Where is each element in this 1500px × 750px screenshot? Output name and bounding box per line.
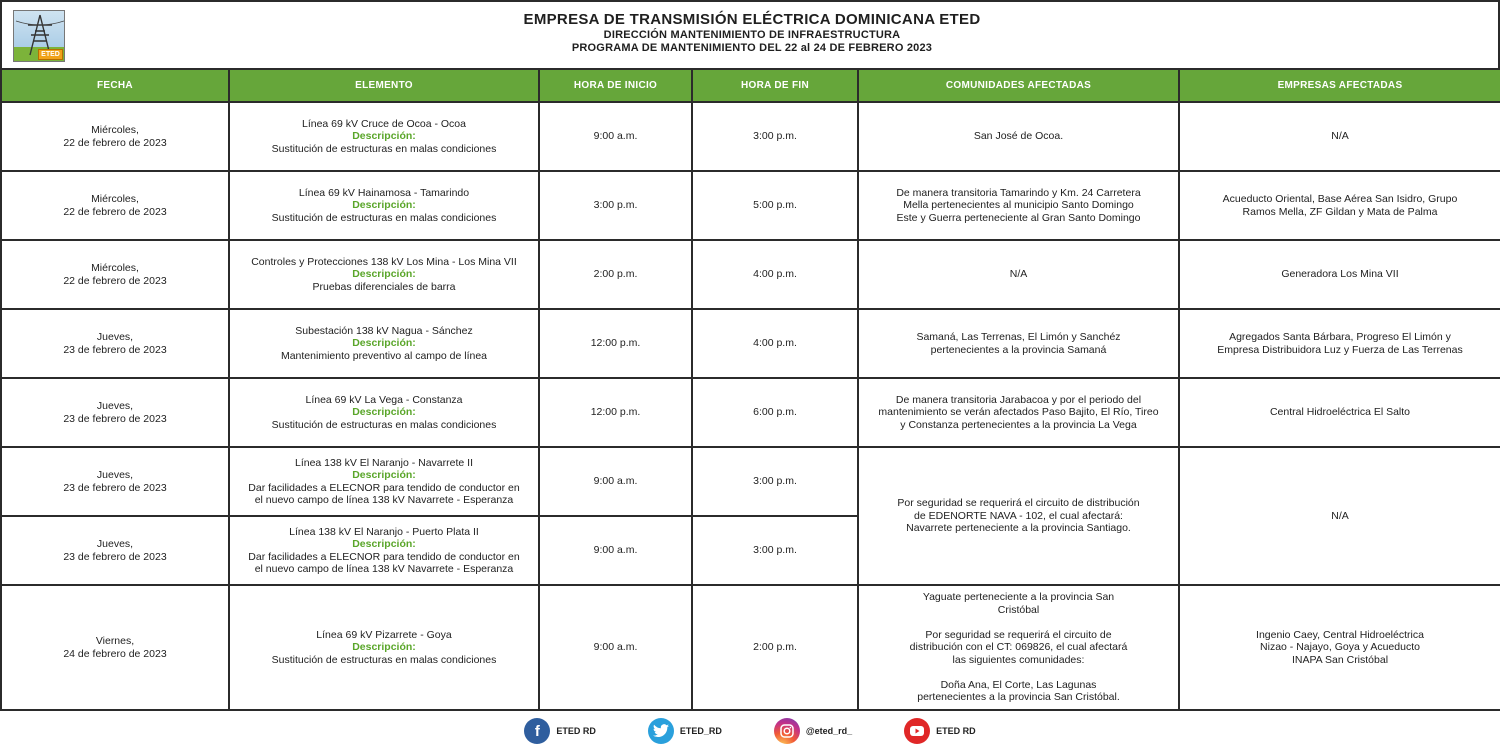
cell-elemento	[229, 447, 539, 516]
table-row	[1, 240, 1500, 309]
cell-hora-fin: 6:00 p.m.	[692, 378, 858, 447]
cell-hora-inicio: 9:00 a.m.	[539, 447, 692, 516]
social-label: ETED RD	[556, 726, 596, 736]
instagram-icon	[774, 718, 800, 744]
table-header-row	[1, 69, 1500, 102]
description-label: Descripción:	[352, 199, 416, 212]
cell-elemento	[229, 171, 539, 240]
cell-hora-fin: 3:00 p.m.	[692, 447, 858, 516]
cell-hora-fin: 3:00 p.m.	[692, 102, 858, 171]
cell-elemento	[229, 378, 539, 447]
table-row	[1, 585, 1500, 710]
social-instagram[interactable]	[774, 718, 852, 744]
description-text: Sustitución de estructuras en malas condiciones	[271, 418, 497, 431]
description-text: Dar facilidades a ELECNOR para tendido de conductor en el nuevo campo de línea 138 kV Navarrete - Esperanza	[248, 481, 520, 506]
social-footer	[0, 712, 1500, 750]
description-label: Descripción:	[352, 406, 416, 419]
description-label: Descripción:	[352, 130, 416, 143]
element-name: Línea 69 kV Pizarrete - Goya	[316, 628, 452, 641]
cell-fecha: Miércoles, 22 de febrero de 2023	[1, 240, 229, 309]
document-header	[0, 0, 1500, 68]
cell-empresas: N/A	[1179, 447, 1500, 585]
element-name: Línea 69 kV La Vega - Constanza	[305, 393, 463, 406]
cell-empresas: Acueducto Oriental, Base Aérea San Isidro, Grupo Ramos Mella, ZF Gildan y Mata de Palma	[1179, 171, 1500, 240]
cell-hora-fin: 5:00 p.m.	[692, 171, 858, 240]
cell-fecha: Jueves, 23 de febrero de 2023	[1, 516, 229, 585]
social-label: @eted_rd_	[805, 726, 853, 736]
cell-comunidades: De manera transitoria Jarabacoa y por el periodo del mantenimiento se verán afectados Paso Bajito, El Río, Tireo y Constanza pertenecientes a la provincia La Vega	[858, 378, 1179, 447]
description-label: Descripción:	[352, 538, 416, 550]
social-youtube[interactable]	[904, 718, 976, 744]
cell-fecha: Viernes, 24 de febrero de 2023	[1, 585, 229, 710]
element-name: Subestación 138 kV Nagua - Sánchez	[295, 324, 473, 337]
cell-hora-inicio: 9:00 a.m.	[539, 102, 692, 171]
column-header-comunidades: COMUNIDADES AFECTADAS	[858, 69, 1179, 102]
cell-comunidades: Por seguridad se requerirá el circuito de distribución de EDENORTE NAVA - 102, el cual afectará: Navarrete perteneciente a la provincia Santiago.	[858, 447, 1179, 585]
page-title: EMPRESA DE TRANSMISIÓN ELÉCTRICA DOMINICANA ETED	[523, 11, 981, 28]
cell-hora-fin: 4:00 p.m.	[692, 240, 858, 309]
cell-fecha: Jueves, 23 de febrero de 2023	[1, 309, 229, 378]
element-name: Línea 138 kV El Naranjo - Puerto Plata II	[289, 525, 479, 538]
cell-hora-fin: 4:00 p.m.	[692, 309, 858, 378]
cell-elemento	[229, 585, 539, 710]
description-label: Descripción:	[352, 268, 416, 281]
cell-elemento	[229, 309, 539, 378]
cell-elemento	[229, 102, 539, 171]
cell-hora-inicio: 12:00 p.m.	[539, 309, 692, 378]
description-text: Dar facilidades a ELECNOR para tendido de conductor en el nuevo campo de línea 138 kV Navarrete - Esperanza	[248, 550, 520, 575]
description-text: Sustitución de estructuras en malas condiciones	[271, 142, 497, 155]
cell-elemento	[229, 240, 539, 309]
cell-hora-inicio: 3:00 p.m.	[539, 171, 692, 240]
cell-hora-inicio: 9:00 a.m.	[539, 585, 692, 710]
description-text: Pruebas diferenciales de barra	[312, 280, 456, 293]
cell-hora-fin: 3:00 p.m.	[692, 516, 858, 585]
cell-empresas: Agregados Santa Bárbara, Progreso El Limón y Empresa Distribuidora Luz y Fuerza de Las Terrenas	[1179, 309, 1500, 378]
cell-empresas: N/A	[1179, 102, 1500, 171]
column-header-elemento: ELEMENTO	[229, 69, 539, 102]
facebook-icon: f	[524, 718, 550, 744]
description-text: Sustitución de estructuras en malas condiciones	[271, 653, 497, 666]
logo-badge: ETED	[38, 49, 63, 60]
social-label: ETED_RD	[679, 726, 722, 736]
cell-comunidades: San José de Ocoa.	[858, 102, 1179, 171]
description-text: Sustitución de estructuras en malas condiciones	[271, 211, 497, 224]
cell-empresas: Ingenio Caey, Central Hidroeléctrica Nizao - Najayo, Goya y Acueducto INAPA San Cristóbal	[1179, 585, 1500, 710]
description-label: Descripción:	[352, 641, 416, 654]
cell-comunidades: De manera transitoria Tamarindo y Km. 24 Carretera Mella pertenecientes al municipio Santo Domingo Este y Guerra perteneciente al Gran Santo Domingo	[858, 171, 1179, 240]
header-titles	[2, 11, 1500, 55]
cell-empresas: Generadora Los Mina VII	[1179, 240, 1500, 309]
cell-fecha: Jueves, 23 de febrero de 2023	[1, 447, 229, 516]
element-name: Línea 138 kV El Naranjo - Navarrete II	[294, 456, 473, 469]
maintenance-schedule-table	[0, 68, 1500, 711]
cell-hora-inicio: 2:00 p.m.	[539, 240, 692, 309]
element-name: Línea 69 kV Cruce de Ocoa - Ocoa	[301, 117, 466, 130]
column-header-empresas: EMPRESAS AFECTADAS	[1179, 69, 1500, 102]
social-label: ETED RD	[936, 726, 976, 736]
table-row	[1, 447, 1500, 516]
column-header-hora-fin: HORA DE FIN	[692, 69, 858, 102]
element-name: Línea 69 kV Hainamosa - Tamarindo	[298, 186, 470, 199]
table-row	[1, 378, 1500, 447]
description-text: Mantenimiento preventivo al campo de línea	[280, 349, 488, 362]
table-row	[1, 171, 1500, 240]
cell-fecha: Miércoles, 22 de febrero de 2023	[1, 171, 229, 240]
cell-comunidades: N/A	[858, 240, 1179, 309]
social-facebook[interactable]	[524, 718, 596, 744]
cell-fecha: Jueves, 23 de febrero de 2023	[1, 378, 229, 447]
youtube-icon	[904, 718, 930, 744]
cell-comunidades: Samaná, Las Terrenas, El Limón y Sanchéz pertenecientes a la provincia Samaná	[858, 309, 1179, 378]
cell-hora-fin: 2:00 p.m.	[692, 585, 858, 710]
cell-elemento	[229, 516, 539, 585]
cell-empresas: Central Hidroeléctrica El Salto	[1179, 378, 1500, 447]
description-label: Descripción:	[352, 469, 416, 481]
social-twitter[interactable]	[648, 718, 722, 744]
column-header-hora-inicio: HORA DE INICIO	[539, 69, 692, 102]
cell-hora-inicio: 12:00 p.m.	[539, 378, 692, 447]
element-name: Controles y Protecciones 138 kV Los Mina - Los Mina VII	[251, 255, 517, 268]
column-header-fecha: FECHA	[1, 69, 229, 102]
program-title: PROGRAMA DE MANTENIMIENTO DEL 22 al 24 DE FEBRERO 2023	[571, 42, 933, 54]
description-label: Descripción:	[352, 337, 416, 350]
twitter-icon	[648, 718, 674, 744]
page-subtitle: DIRECCIÓN MANTENIMIENTO DE INFRAESTRUCTURA	[603, 29, 901, 41]
cell-fecha: Miércoles, 22 de febrero de 2023	[1, 102, 229, 171]
table-row	[1, 102, 1500, 171]
cell-hora-inicio: 9:00 a.m.	[539, 516, 692, 585]
cell-comunidades: Yaguate perteneciente a la provincia San Cristóbal Por seguridad se requerirá el circuito de distribución con el CT: 069826, el cual afectará las siguientes comunidades: Doña Ana, El Corte, Las Lagunas pertenecientes a la provincia San Cristóbal.	[858, 585, 1179, 710]
table-row	[1, 309, 1500, 378]
